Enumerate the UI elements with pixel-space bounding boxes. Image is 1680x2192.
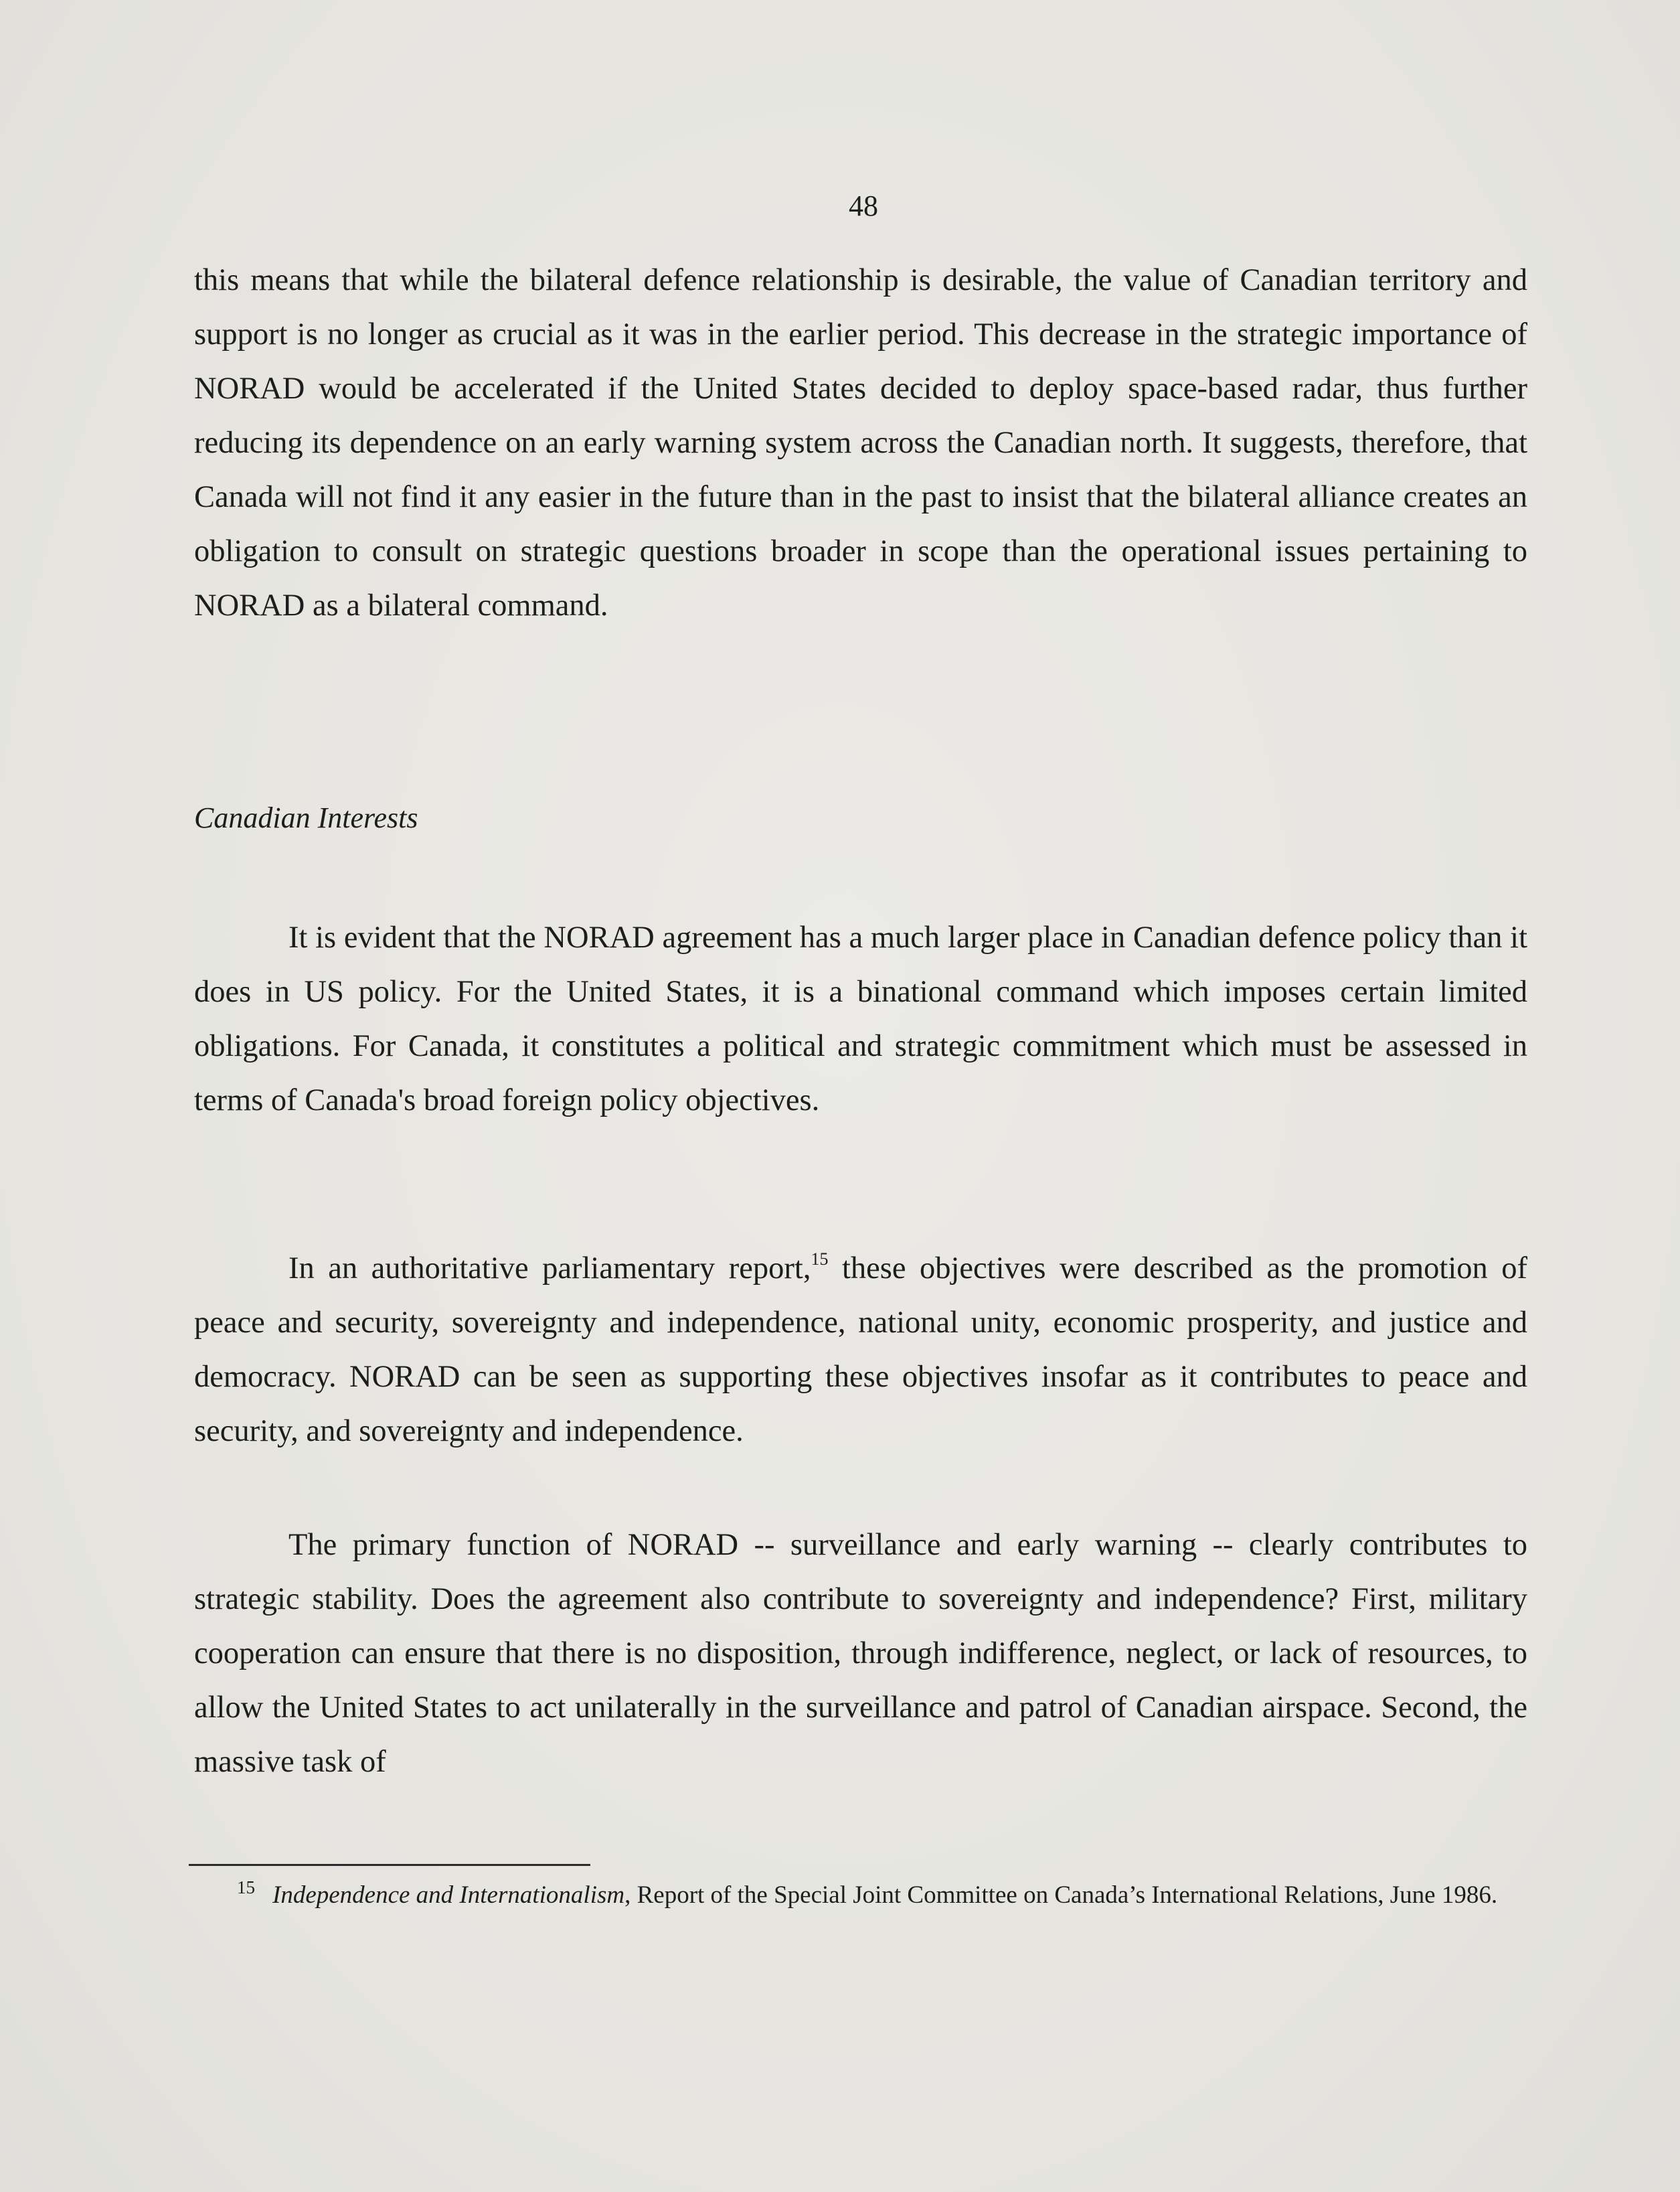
paragraph-norad-agreement: It is evident that the NORAD agreement has a much larger place in Canadian defence policy than it does in US policy. For the United States, it is a binational command which imposes certain limited obligations. For Canada, it constitutes a political and strategic commitment which must be assessed in terms of Canada's broad foreign policy objectives. [194,921,1527,1117]
paragraph-primary-function: The primary function of NORAD -- surveillance and early warning -- clearly contributes to strategic stability. Does the agreement also contribute to sovereignty and independence? First, military cooperation can ensure that there is no disposition, through indifference, neglect, or lack of resources, to allow the United States to act unilaterally in the surveillance and patrol of Canadian airspace. Second, the massive task of [194,1528,1527,1779]
paragraph-continuation: this means that while the bilateral defence relationship is desirable, the value of Canadian territory and support is no longer as crucial as it was in the earlier period. This decrease in the strategic importance of NORAD would be accelerated if the United States decided to deploy space-based radar, thus further reducing its dependence on an early warning system across the Canadian north. It suggests, therefore, that Canada will not find it any easier in the future than in the past to insist that the bilateral alliance creates an obligation to consult on strategic questions broader in scope than the operational issues pertaining to NORAD as a bilateral command. [194,263,1527,623]
paragraph-text-end: these objectives were described as the promotion of peace and security, sovereignty and independence, national unity, economic prosperity, and justice and democracy. NORAD can be seen as supporting these objectives insofar as it contributes to peace and security, and sovereignty and independence. [194,1251,1527,1448]
footnote-text: , Report of the Special Joint Committee on Canada’s International Relations, June 1986. [624,1881,1498,1909]
footnote [189,1879,1527,1912]
page-number: 48 [849,189,878,222]
footnote-number: 15 [237,1877,255,1897]
footnote-title: Independence and Internationalism [272,1881,625,1909]
footnote-reference: 15 [811,1249,829,1269]
footnote-divider [189,1864,590,1866]
paragraph-parliamentary-report [194,1241,1527,1458]
paragraph-text-start: In an authoritative parliamentary report, [288,1251,811,1285]
section-heading: Canadian Interests [194,801,418,834]
